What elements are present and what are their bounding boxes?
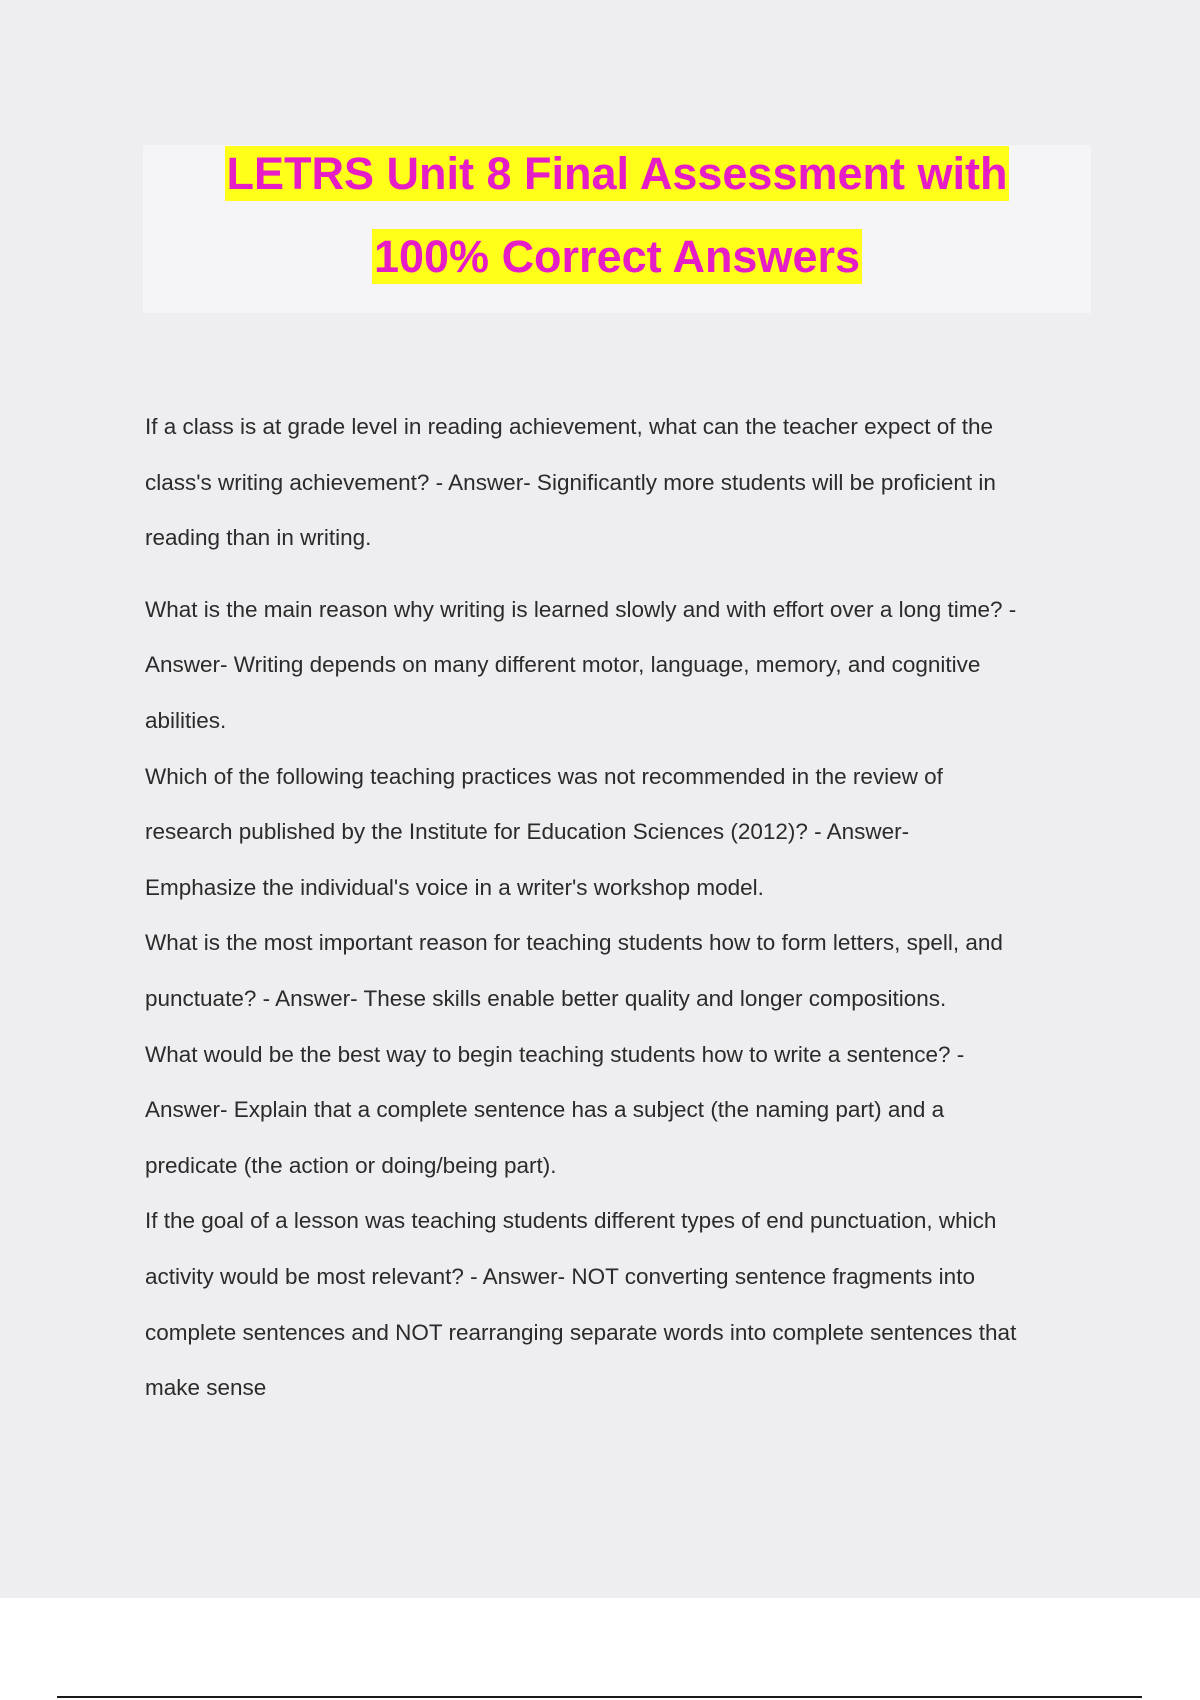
qa-item-5-line-2: Answer- Explain that a complete sentence has a subject (the naming part) and a (145, 1097, 945, 1122)
qa-item-5-line-1: What would be the best way to begin teaching students how to write a sentence? - (145, 1042, 965, 1067)
qa-item-3-line-2: research published by the Institute for Education Sciences (2012)? - Answer- (145, 819, 910, 844)
qa-item-6-line-1: If the goal of a lesson was teaching students different types of end punctuation, which (145, 1208, 997, 1233)
document-title-line-2: 100% Correct Answers (373, 231, 861, 282)
qa-item-3-line-1: Which of the following teaching practices was not recommended in the review of (145, 764, 943, 789)
qa-item-1-line-1: If a class is at grade level in reading achievement, what can the teacher expect of the (145, 414, 993, 439)
footer-divider (57, 1696, 1142, 1698)
qa-item-6-line-3: complete sentences and NOT rearranging separate words into complete sentences that (145, 1320, 1017, 1345)
qa-item-2-line-3: abilities. (145, 708, 227, 733)
qa-item-3-line-3: Emphasize the individual's voice in a writer's workshop model. (145, 875, 764, 900)
qa-item-6-line-2: activity would be most relevant? - Answer- NOT converting sentence fragments into (145, 1264, 975, 1289)
qa-item-2-line-2: Answer- Writing depends on many different motor, language, memory, and cognitive (145, 652, 981, 677)
title-row-2 (143, 229, 1091, 284)
qa-item-4-line-2: punctuate? - Answer- These skills enable better quality and longer compositions. (145, 986, 947, 1011)
qa-item-1-line-2: class's writing achievement? - Answer- Significantly more students will be proficient in (145, 470, 996, 495)
title-row-1 (143, 146, 1091, 201)
qa-item-4-line-1: What is the most important reason for teaching students how to form letters, spell, and (145, 930, 1003, 955)
qa-item-2-line-1: What is the main reason why writing is learned slowly and with effort over a long time? - (145, 597, 1017, 622)
document-title-line-1: LETRS Unit 8 Final Assessment with (226, 148, 1008, 199)
qa-item-6-line-4: make sense (145, 1375, 267, 1400)
qa-item-5-line-3: predicate (the action or doing/being part). (145, 1153, 557, 1178)
qa-item-1-line-3: reading than in writing. (145, 525, 372, 550)
